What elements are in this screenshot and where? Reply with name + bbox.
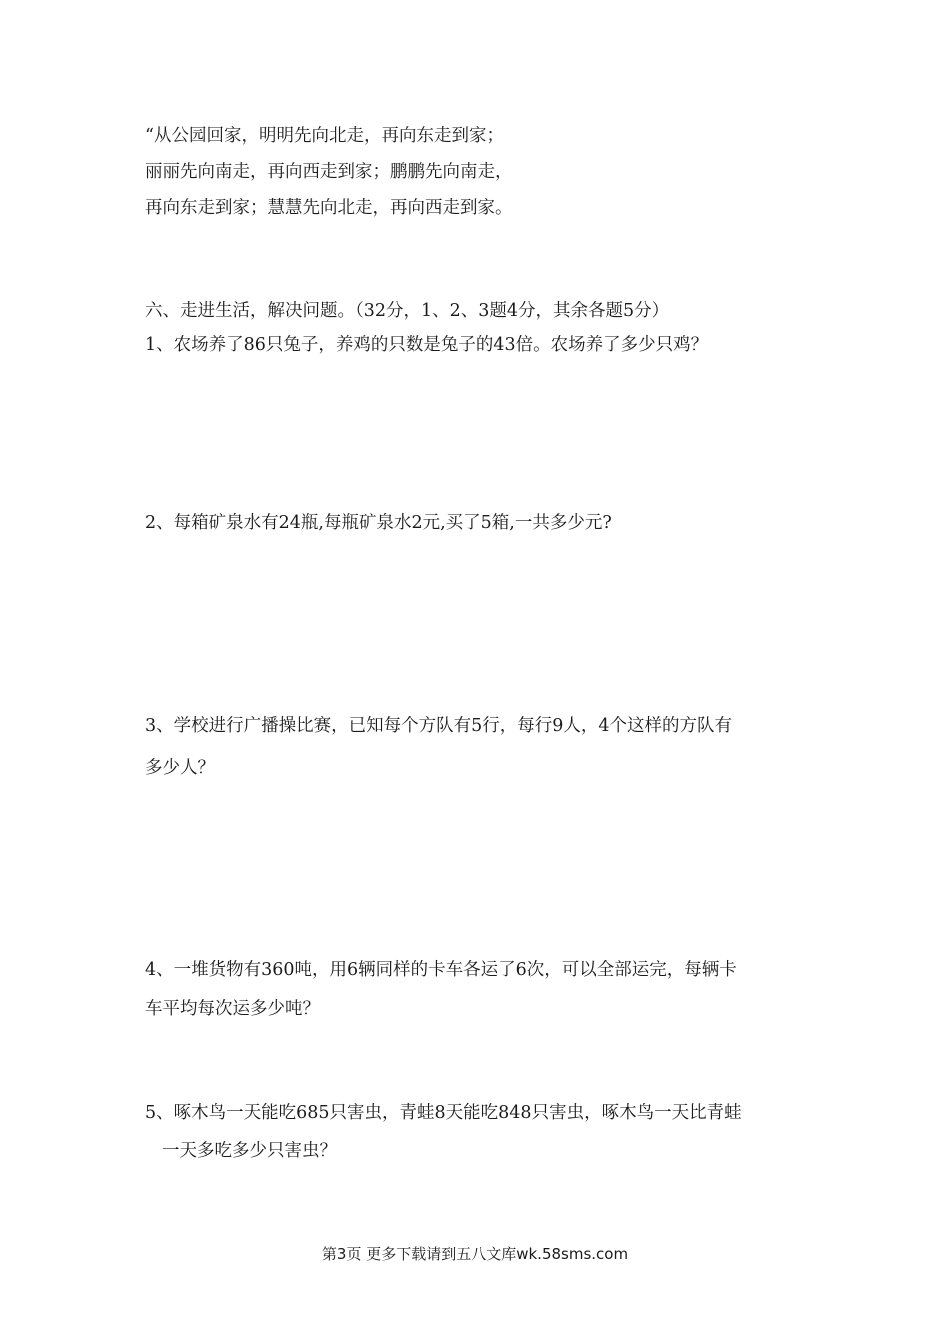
problem-3-line-1: 3、学校进行广播操比赛，已知每个方队有5行，每行9人，4个这样的方队有 xyxy=(145,716,733,736)
intro-line-3: 再向东走到家；慧慧先向北走，再向西走到家。 xyxy=(145,198,513,218)
problem-4-line-1: 4、一堆货物有360吨，用6辆同样的卡车各运了6次，可以全部运完，每辆卡 xyxy=(145,960,737,980)
intro-line-1: “从公园回家，明明先向北走，再向东走到家； xyxy=(145,126,504,146)
section-heading: 六、走进生活，解决问题。（32分，1、2、3题4分，其余各题5分） xyxy=(145,301,670,321)
problem-3-line-2: 多少人？ xyxy=(145,758,215,778)
problem-5-line-2: 一天多吃多少只害虫？ xyxy=(162,1141,337,1161)
intro-line-2: 丽丽先向南走，再向西走到家；鹏鹏先向南走， xyxy=(145,162,513,182)
problem-2-line-1: 2、每箱矿泉水有24瓶,每瓶矿泉水2元,买了5箱,一共多少元? xyxy=(145,513,612,533)
page-footer: 第3页 更多下载请到五八文库wk.58sms.com xyxy=(321,1245,629,1263)
problem-1-line-1: 1、农场养了86只兔子，养鸡的只数是兔子的43倍。农场养了多少只鸡？ xyxy=(145,335,709,355)
problem-4-line-2: 车平均每次运多少吨？ xyxy=(145,999,320,1019)
problem-5-line-1: 5、啄木鸟一天能吃685只害虫，青蛙8天能吃848只害虫，啄木鸟一天比青蛙 xyxy=(145,1103,742,1123)
